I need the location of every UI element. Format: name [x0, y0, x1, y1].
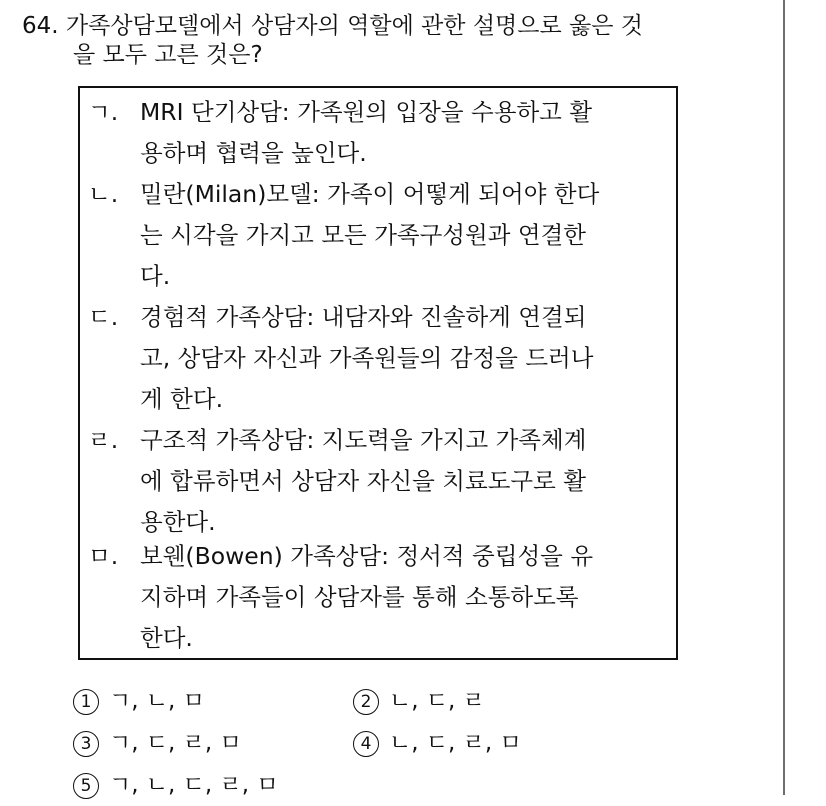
option-number: 4 [353, 731, 379, 757]
option-text: ㄱ, ㄷ, ㄹ, ㅁ [109, 730, 242, 756]
statement-line: 다. [140, 262, 171, 290]
statement-item [88, 92, 668, 174]
statement-line: 에 합류하면서 상담자 자신을 치료도구로 활 [140, 467, 586, 495]
statement-marker: ㄷ. [88, 303, 119, 331]
statement-line: 구조적 가족상담: 지도력을 가지고 가족체계 [140, 426, 587, 454]
option-5[interactable] [73, 764, 355, 806]
option-number: 1 [73, 689, 99, 715]
option-3[interactable] [73, 722, 353, 764]
option-text: ㄱ, ㄴ, ㅁ [109, 688, 205, 714]
statement-line: 경험적 가족상담: 내담자와 진솔하게 연결되 [140, 303, 587, 331]
option-text: ㄱ, ㄴ, ㄷ, ㄹ, ㅁ [109, 772, 279, 798]
option-2[interactable] [353, 680, 633, 722]
statement-line: 밀란(Milan)모델: 가족이 어떻게 되어야 한다 [140, 180, 600, 208]
option-4[interactable] [353, 722, 633, 764]
statement-line: 용하며 협력을 높인다. [140, 139, 367, 167]
option-text: ㄴ, ㄷ, ㄹ [389, 688, 485, 714]
option-number: 3 [73, 731, 99, 757]
statement-item [88, 420, 668, 543]
option-number: 5 [73, 773, 99, 799]
question-line-1: 64. 가족상담모델에서 상담자의 역할에 관한 설명으로 옳은 것 [22, 13, 643, 39]
answer-options [73, 680, 633, 806]
statement-line: 게 한다. [140, 385, 224, 413]
statement-item [88, 536, 668, 659]
statement-marker: ㄹ. [88, 426, 119, 454]
statement-marker: ㅁ. [88, 542, 119, 570]
question-line-2: 을 모두 고른 것은? [73, 42, 263, 68]
statements-box [78, 86, 678, 660]
page-divider [783, 0, 785, 795]
statement-line: 고, 상담자 자신과 가족원들의 감정을 드러나 [140, 344, 594, 372]
statement-line: 용한다. [140, 508, 216, 536]
statement-marker: ㄴ. [88, 180, 119, 208]
question-stem [22, 12, 772, 70]
option-1[interactable] [73, 680, 353, 722]
statement-line: 는 시각을 가지고 모든 가족구성원과 연결한 [140, 221, 586, 249]
statement-line: 지하며 가족들이 상담자를 통해 소통하도록 [140, 583, 579, 611]
statement-marker: ㄱ. [88, 98, 119, 126]
option-text: ㄴ, ㄷ, ㄹ, ㅁ [389, 730, 522, 756]
option-number: 2 [353, 689, 379, 715]
statement-line: 한다. [140, 624, 193, 652]
statement-item [88, 297, 668, 420]
statement-line: MRI 단기상담: 가족원의 입장을 수용하고 활 [140, 98, 593, 126]
statement-item [88, 174, 668, 297]
statement-line: 보웬(Bowen) 가족상담: 정서적 중립성을 유 [140, 542, 594, 570]
